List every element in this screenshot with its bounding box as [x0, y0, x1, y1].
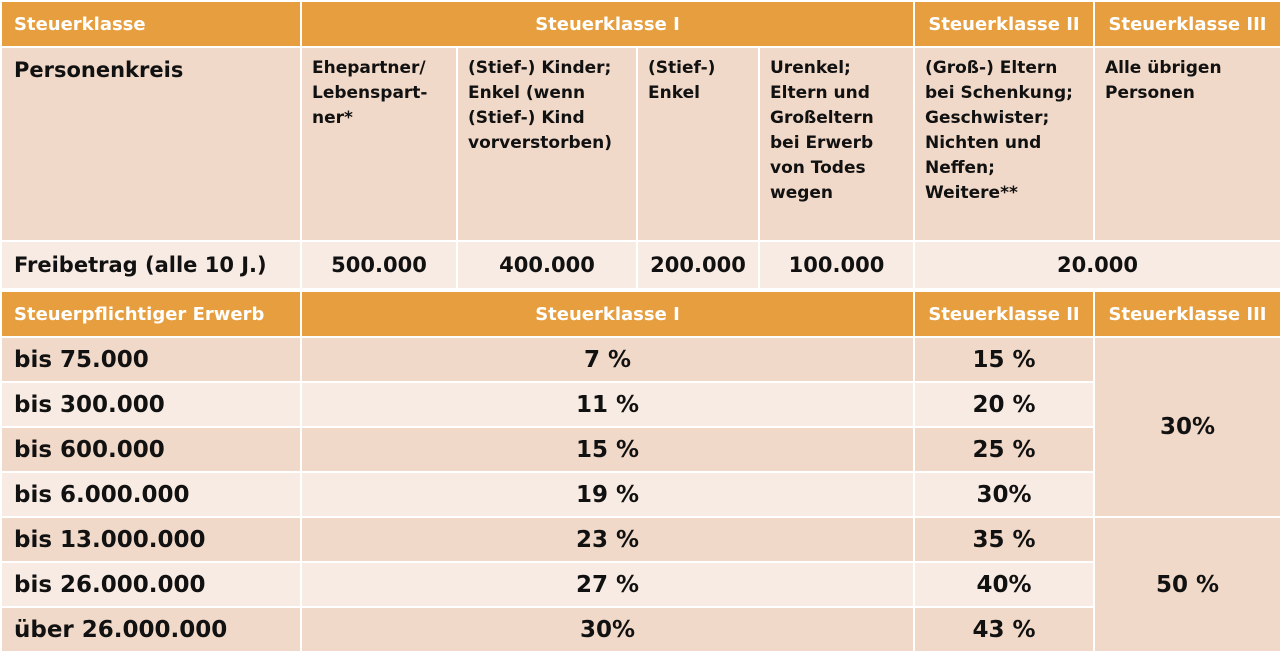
table-row [1, 382, 1280, 427]
rate-sk2: 15 % [914, 337, 1094, 382]
erwerb-cell: bis 600.000 [1, 427, 301, 472]
erwerb-cell: bis 26.000.000 [1, 562, 301, 607]
steuersaetze-table [0, 290, 1280, 653]
personenkreis-uebrige: Alle übrigen Personen [1094, 47, 1280, 241]
erwerb-cell: über 26.000.000 [1, 607, 301, 652]
freibetrag-ehepartner: 500.000 [301, 241, 457, 289]
erwerb-cell: bis 300.000 [1, 382, 301, 427]
personenkreis-label: Personenkreis [1, 47, 301, 241]
rate-sk1: 15 % [301, 427, 914, 472]
rate-sk2: 35 % [914, 517, 1094, 562]
erwerb-cell: bis 75.000 [1, 337, 301, 382]
rate-sk1: 7 % [301, 337, 914, 382]
rate-sk2: 25 % [914, 427, 1094, 472]
table-row [1, 472, 1280, 517]
rate-sk1: 27 % [301, 562, 914, 607]
rate-sk3-upper: 30% [1094, 337, 1280, 517]
freibetrag-urenkel: 100.000 [759, 241, 914, 289]
rate-sk2: 20 % [914, 382, 1094, 427]
header-steuerklasse: Steuerklasse [1, 1, 301, 47]
table-row [1, 562, 1280, 607]
erwerb-cell: bis 13.000.000 [1, 517, 301, 562]
rate-sk1: 19 % [301, 472, 914, 517]
header-steuerklasse-3: Steuerklasse III [1094, 1, 1280, 47]
table-row [1, 517, 1280, 562]
header-steuerklasse-2: Steuerklasse II [914, 1, 1094, 47]
rate-sk1: 23 % [301, 517, 914, 562]
header-erwerb: Steuerpflichtiger Erwerb [1, 291, 301, 337]
personenkreis-geschwister: (Groß-) Eltern bei Schenkung; Geschwister; Nichten und Neffen; Weitere** [914, 47, 1094, 241]
rate-sk2: 40% [914, 562, 1094, 607]
steuerklassen-table [0, 0, 1280, 290]
header-steuerklasse-1: Steuerklasse I [301, 1, 914, 47]
personenkreis-ehepartner: Ehepartner/ Lebenspart-ner* [301, 47, 457, 241]
table-row [1, 607, 1280, 652]
rate-sk3-lower: 50 % [1094, 517, 1280, 652]
header-steuerklasse-1: Steuerklasse I [301, 291, 914, 337]
rate-sk2: 30% [914, 472, 1094, 517]
freibetrag-kinder: 400.000 [457, 241, 637, 289]
freibetrag-label: Freibetrag (alle 10 J.) [1, 241, 301, 289]
table-row [1, 337, 1280, 382]
rate-sk1: 30% [301, 607, 914, 652]
freibetrag-sk2-sk3: 20.000 [914, 241, 1280, 289]
rate-sk2: 43 % [914, 607, 1094, 652]
erwerb-cell: bis 6.000.000 [1, 472, 301, 517]
personenkreis-kinder: (Stief-) Kinder; Enkel (wenn (Stief-) Kind vorverstorben) [457, 47, 637, 241]
personenkreis-urenkel: Urenkel; Eltern und Großeltern bei Erwerb von Todes wegen [759, 47, 914, 241]
freibetrag-enkel: 200.000 [637, 241, 759, 289]
personenkreis-enkel: (Stief-) Enkel [637, 47, 759, 241]
table-row [1, 427, 1280, 472]
header-steuerklasse-2: Steuerklasse II [914, 291, 1094, 337]
header-steuerklasse-3: Steuerklasse III [1094, 291, 1280, 337]
rate-sk1: 11 % [301, 382, 914, 427]
